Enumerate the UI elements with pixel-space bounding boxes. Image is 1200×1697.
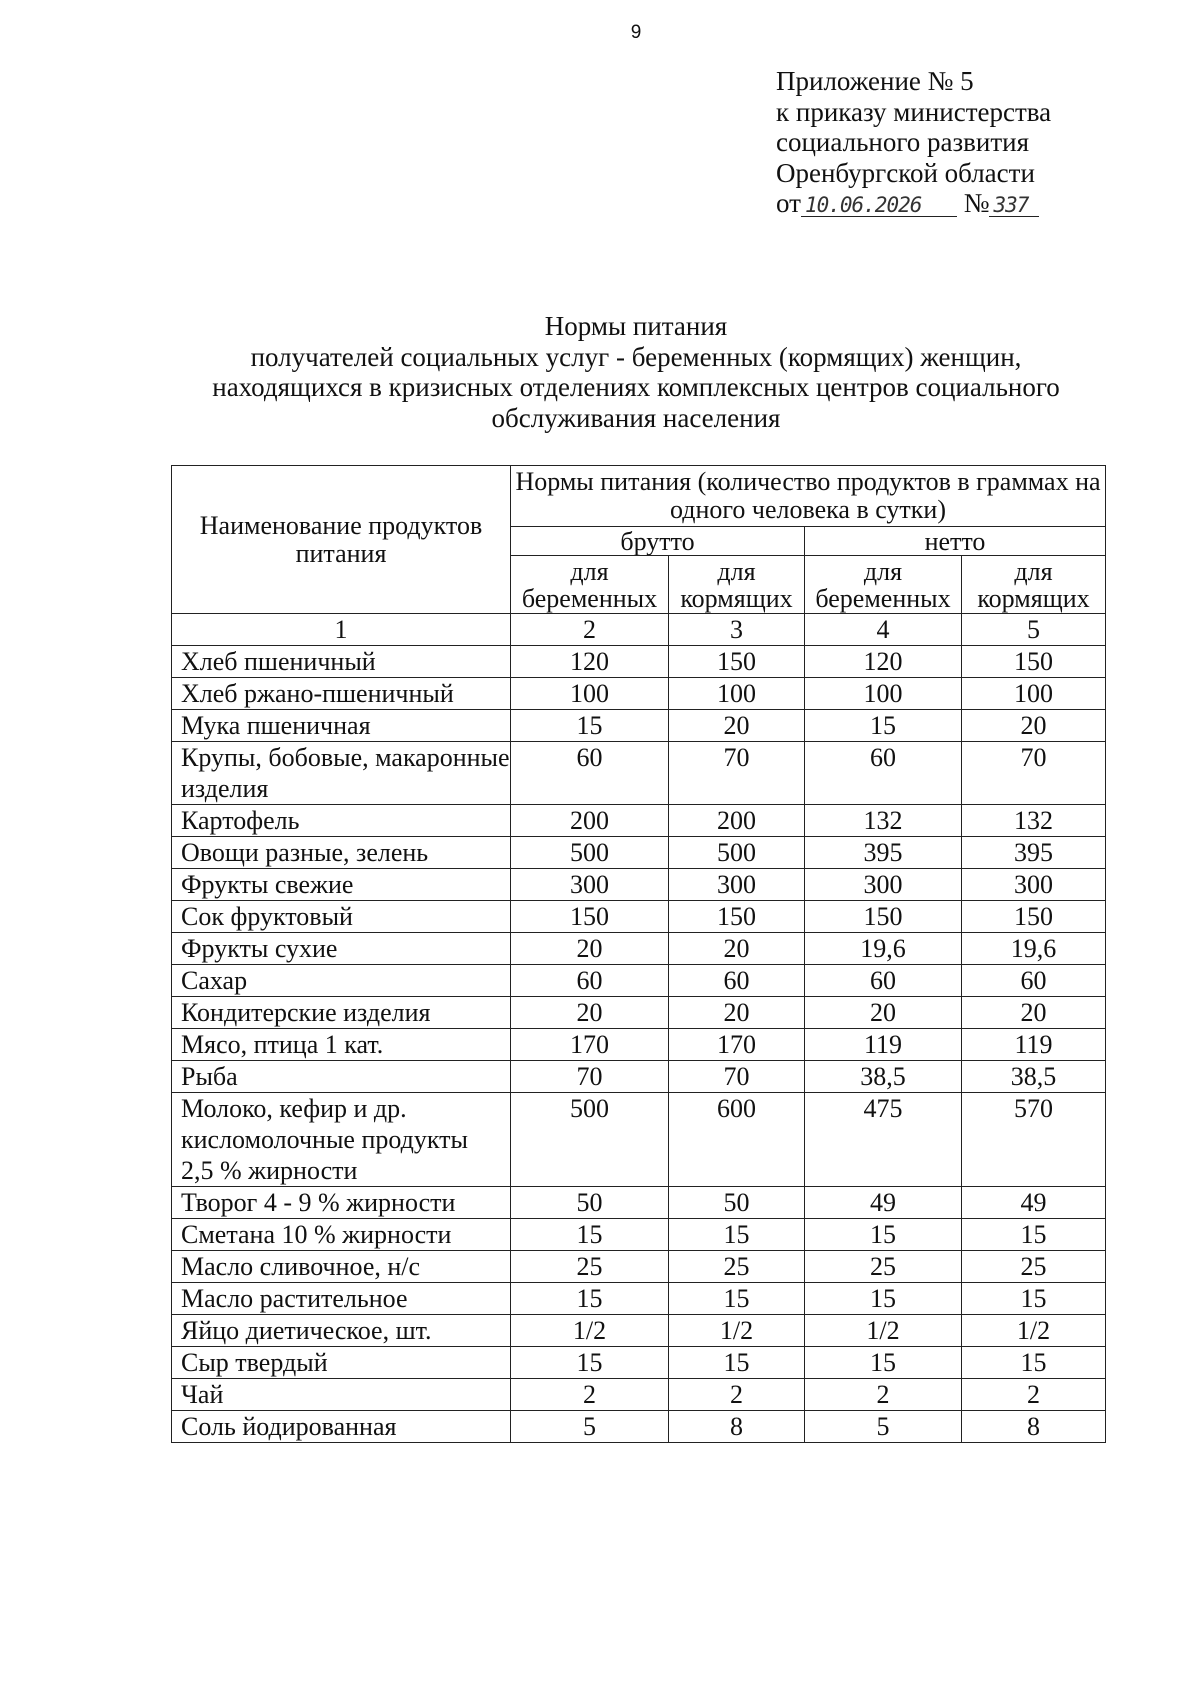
appendix-line-2: к приказу министерства [776,96,1052,127]
title-line-4: обслуживания населения [491,402,781,433]
norm-value-cell: 15 [511,1347,669,1379]
norm-value-cell: 70 [669,1061,805,1093]
norm-value-cell: 1/2 [669,1315,805,1347]
norm-value-cell: 49 [962,1187,1106,1219]
norm-value-cell: 15 [962,1219,1106,1251]
norm-value-cell: 15 [511,1283,669,1315]
table-row [172,837,1106,869]
table-row [172,869,1106,901]
appendix-line-3: социального развития [776,127,1030,157]
product-name-cell: Сметана 10 % жирности [172,1219,511,1251]
product-name-cell: Овощи разные, зелень [172,837,511,869]
norm-value-cell: 15 [805,1219,962,1251]
norm-value-cell: 100 [511,678,669,710]
norm-value-cell: 200 [669,805,805,837]
document-title [0,311,1200,433]
product-name-cell: Хлеб ржано-пшеничный [172,678,511,710]
table-row [172,1187,1106,1219]
norm-value-cell: 25 [962,1251,1106,1283]
norm-value-cell: 300 [962,869,1106,901]
norm-value-cell: 2 [805,1379,962,1411]
norm-value-cell: 15 [962,1283,1106,1315]
norm-value-cell: 2 [511,1379,669,1411]
gross-pregnant-header: для беременных [511,556,669,614]
norm-value-cell: 120 [805,646,962,678]
column-number: 1 [172,614,511,646]
product-name-header: Наименование продуктов питания [172,466,511,614]
norm-value-cell: 132 [962,805,1106,837]
gross-header: брутто [511,527,805,556]
product-name-cell: Фрукты сухие [172,933,511,965]
norm-value-cell: 49 [805,1187,962,1219]
norm-value-cell: 300 [511,869,669,901]
product-name-cell: Сыр твердый [172,1347,511,1379]
norm-value-cell: 50 [669,1187,805,1219]
norm-value-cell: 5 [805,1411,962,1443]
table-row [172,1315,1106,1347]
table-row [172,901,1106,933]
norm-value-cell: 500 [669,837,805,869]
nutrition-norms-table [171,465,1106,1443]
order-number: 337 [989,194,1039,217]
norm-value-cell: 475 [805,1093,962,1187]
order-date: 10.06.2026 [801,194,957,217]
product-name-cell: Мука пшеничная [172,710,511,742]
norm-value-cell: 19,6 [805,933,962,965]
product-name-cell: Сок фруктовый [172,901,511,933]
norm-value-cell: 200 [511,805,669,837]
title-line-3: находящихся в кризисных отделениях комплексных центров социального [212,372,1060,402]
norm-value-cell: 38,5 [805,1061,962,1093]
column-number: 3 [669,614,805,646]
norm-value-cell: 70 [669,742,805,805]
norm-value-cell: 500 [511,1093,669,1187]
table-row [172,1093,1106,1187]
table-row [172,742,1106,805]
net-pregnant-header: для беременных [805,556,962,614]
table-row [172,1061,1106,1093]
norm-value-cell: 600 [669,1093,805,1187]
product-name-cell: Яйцо диетическое, шт. [172,1315,511,1347]
norm-value-cell: 15 [511,1219,669,1251]
norm-value-cell: 132 [805,805,962,837]
title-line-1: Нормы питания [544,311,728,341]
norm-value-cell: 150 [962,646,1106,678]
product-name-cell: Картофель [172,805,511,837]
norm-value-cell: 15 [805,1347,962,1379]
appendix-line-4: Оренбургской области [776,157,1035,188]
norm-value-cell: 395 [962,837,1106,869]
title-line-2: получателей социальных услуг - беременных (кормящих) женщин, [250,341,1022,372]
norm-value-cell: 1/2 [511,1315,669,1347]
table-row [172,1283,1106,1315]
norm-value-cell: 150 [669,646,805,678]
norm-value-cell: 150 [805,901,962,933]
table-row [172,646,1106,678]
net-nursing-header: для кормящих [962,556,1106,614]
norm-value-cell: 500 [511,837,669,869]
norm-value-cell: 5 [511,1411,669,1443]
norm-value-cell: 60 [805,965,962,997]
norm-value-cell: 100 [805,678,962,710]
appendix-line-1: Приложение № 5 [776,66,974,96]
norm-value-cell: 150 [962,901,1106,933]
norm-value-cell: 20 [805,997,962,1029]
table-row [172,678,1106,710]
norm-value-cell: 100 [962,678,1106,710]
norm-value-cell: 20 [669,997,805,1029]
norm-value-cell: 25 [511,1251,669,1283]
table-row [172,1029,1106,1061]
norm-value-cell: 15 [669,1347,805,1379]
net-header: нетто [805,527,1106,556]
norm-value-cell: 150 [669,901,805,933]
norm-value-cell: 395 [805,837,962,869]
product-name-cell: Творог 4 - 9 % жирности [172,1187,511,1219]
table-row [172,1219,1106,1251]
column-number-row [172,614,1106,646]
norm-value-cell: 8 [669,1411,805,1443]
gross-nursing-header: для кормящих [669,556,805,614]
table-row [172,805,1106,837]
norm-value-cell: 70 [962,742,1106,805]
table-row [172,1251,1106,1283]
norms-header: Нормы питания (количество продуктов в граммах на одного человека в сутки) [511,466,1106,527]
norm-value-cell: 25 [669,1251,805,1283]
appendix-block [776,66,1051,219]
header-row-1 [172,466,1106,527]
norm-value-cell: 100 [669,678,805,710]
table-row [172,1347,1106,1379]
product-name-cell: Сахар [172,965,511,997]
norm-value-cell: 150 [511,901,669,933]
product-name-cell: Хлеб пшеничный [172,646,511,678]
norm-value-cell: 20 [511,997,669,1029]
from-label: от [776,188,801,218]
product-name-cell: Масло сливочное, н/с [172,1251,511,1283]
norm-value-cell: 170 [511,1029,669,1061]
norm-value-cell: 60 [669,965,805,997]
appendix-date-line [776,188,1051,219]
column-number: 2 [511,614,669,646]
column-number: 5 [962,614,1106,646]
norm-value-cell: 300 [669,869,805,901]
norm-value-cell: 2 [962,1379,1106,1411]
table-row [172,933,1106,965]
norm-value-cell: 120 [511,646,669,678]
norm-value-cell: 119 [805,1029,962,1061]
product-name-cell: Крупы, бобовые, макаронные изделия [172,742,511,805]
product-name-cell: Молоко, кефир и др. кисломолочные продукты 2,5 % жирности [172,1093,511,1187]
norm-value-cell: 1/2 [805,1315,962,1347]
norm-value-cell: 15 [669,1219,805,1251]
norm-value-cell: 15 [669,1283,805,1315]
norm-value-cell: 60 [511,965,669,997]
norm-value-cell: 300 [805,869,962,901]
product-name-cell: Чай [172,1379,511,1411]
norm-value-cell: 15 [805,1283,962,1315]
norm-value-cell: 19,6 [962,933,1106,965]
table-row [172,710,1106,742]
product-name-cell: Рыба [172,1061,511,1093]
norm-value-cell: 20 [511,933,669,965]
product-name-cell: Масло растительное [172,1283,511,1315]
norm-value-cell: 1/2 [962,1315,1106,1347]
norm-value-cell: 15 [511,710,669,742]
table-row [172,997,1106,1029]
norm-value-cell: 20 [669,933,805,965]
number-label: № [963,188,990,218]
product-name-cell: Кондитерские изделия [172,997,511,1029]
norm-value-cell: 2 [669,1379,805,1411]
norm-value-cell: 25 [805,1251,962,1283]
norm-value-cell: 15 [805,710,962,742]
norm-value-cell: 570 [962,1093,1106,1187]
column-number: 4 [805,614,962,646]
product-name-cell: Фрукты свежие [172,869,511,901]
norm-value-cell: 8 [962,1411,1106,1443]
table-row [172,1379,1106,1411]
norm-value-cell: 60 [511,742,669,805]
table-row [172,965,1106,997]
norm-value-cell: 15 [962,1347,1106,1379]
norm-value-cell: 170 [669,1029,805,1061]
norm-value-cell: 20 [962,710,1106,742]
page-number: 9 [630,22,642,43]
table-row [172,1411,1106,1443]
norm-value-cell: 60 [962,965,1106,997]
product-name-cell: Соль йодированная [172,1411,511,1443]
norm-value-cell: 38,5 [962,1061,1106,1093]
norm-value-cell: 20 [962,997,1106,1029]
product-name-cell: Мясо, птица 1 кат. [172,1029,511,1061]
norm-value-cell: 50 [511,1187,669,1219]
norm-value-cell: 20 [669,710,805,742]
norm-value-cell: 119 [962,1029,1106,1061]
norm-value-cell: 60 [805,742,962,805]
norm-value-cell: 70 [511,1061,669,1093]
